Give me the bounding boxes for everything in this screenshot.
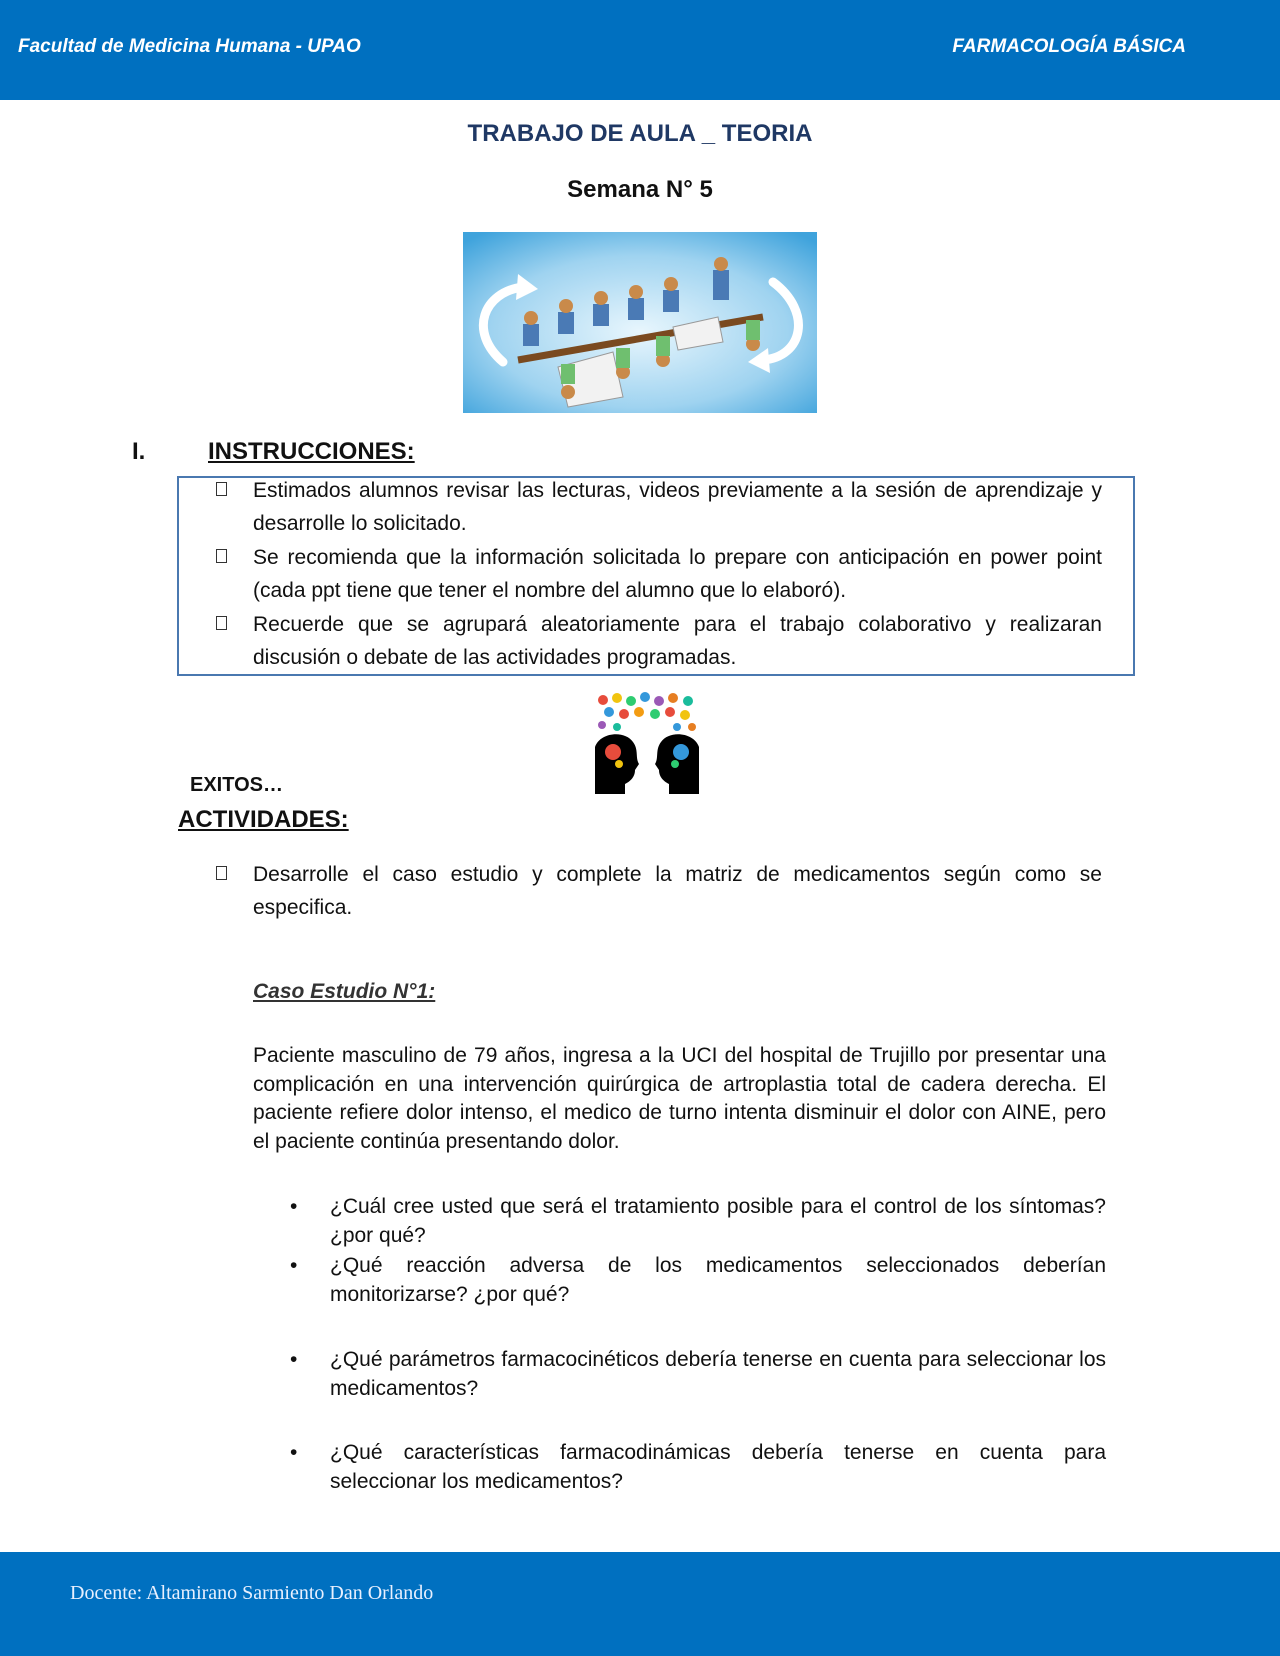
bullet-icon: • <box>290 1254 298 1277</box>
bullet-icon: • <box>290 1348 298 1371</box>
instruction-text: Estimados alumnos revisar las lecturas, videos previamente a la sesión de aprendizaje y desarrolle lo solicitado. <box>253 479 1102 535</box>
question-text: ¿Cuál cree usted que será el tratamiento posible para el control de los síntomas? ¿por qué? <box>330 1195 1106 1247</box>
success-note: EXITOS… <box>190 774 283 796</box>
bullet-icon: • <box>290 1195 298 1218</box>
section-number: I. <box>132 438 146 465</box>
teacher-name: Docente: Altamirano Sarmiento Dan Orlando <box>70 1582 434 1604</box>
case-study-title: Caso Estudio N°1: <box>253 980 436 1003</box>
instruction-text: Se recomienda que la información solicitada lo prepare con anticipación en power point (cada ppt tiene que tener el nombre del alumno que lo elaboró). <box>253 546 1102 602</box>
question-item <box>290 1346 1106 1404</box>
bullet-icon: • <box>290 1441 298 1464</box>
thinking-heads-illustration <box>595 692 699 794</box>
activity-text: Desarrolle el caso estudio y complete la matriz de medicamentos según como se especifica. <box>253 863 1102 919</box>
instructions-heading: INSTRUCCIONES: <box>208 438 415 465</box>
question-text: ¿Qué reacción adversa de los medicamentos seleccionados deberían monitorizarse? ¿por qué? <box>330 1254 1106 1306</box>
instruction-item <box>216 474 1102 540</box>
page-header <box>0 0 1280 100</box>
checkbox-bullet-icon <box>216 549 227 563</box>
week-subtitle: Semana N° 5 <box>567 176 713 203</box>
checkbox-bullet-icon <box>216 482 227 496</box>
activity-item <box>216 858 1102 924</box>
instruction-item <box>216 608 1102 674</box>
page-footer <box>0 1552 1280 1656</box>
course-name: FARMACOLOGÍA BÁSICA <box>952 36 1186 57</box>
question-item <box>290 1252 1106 1310</box>
instruction-text: Recuerde que se agrupará aleatoriamente para el trabajo colaborativo y realizaran discusión o debate de las actividades programadas. <box>253 613 1102 669</box>
checkbox-bullet-icon <box>216 616 227 630</box>
checkbox-bullet-icon <box>216 866 227 880</box>
faculty-name: Facultad de Medicina Humana - UPAO <box>18 36 361 57</box>
instruction-item <box>216 541 1102 607</box>
classroom-collaboration-illustration <box>463 232 817 413</box>
document-title: TRABAJO DE AULA _ TEORIA <box>467 120 813 147</box>
question-text: ¿Qué características farmacodinámicas debería tenerse en cuenta para seleccionar los medicamentos? <box>330 1441 1106 1493</box>
question-text: ¿Qué parámetros farmacocinéticos debería tenerse en cuenta para seleccionar los medicamentos? <box>330 1348 1106 1400</box>
activities-heading: ACTIVIDADES: <box>178 806 349 833</box>
question-item <box>290 1193 1106 1251</box>
question-item <box>290 1439 1106 1497</box>
case-description: Paciente masculino de 79 años, ingresa a la UCI del hospital de Trujillo por presentar una complicación en una intervención quirúrgica de artroplastia total de cadera derecha. El paciente refiere dolor intenso, el medico de turno intenta disminuir el dolor con AINE, pero el paciente continúa presentando dolor. <box>253 1044 1106 1153</box>
